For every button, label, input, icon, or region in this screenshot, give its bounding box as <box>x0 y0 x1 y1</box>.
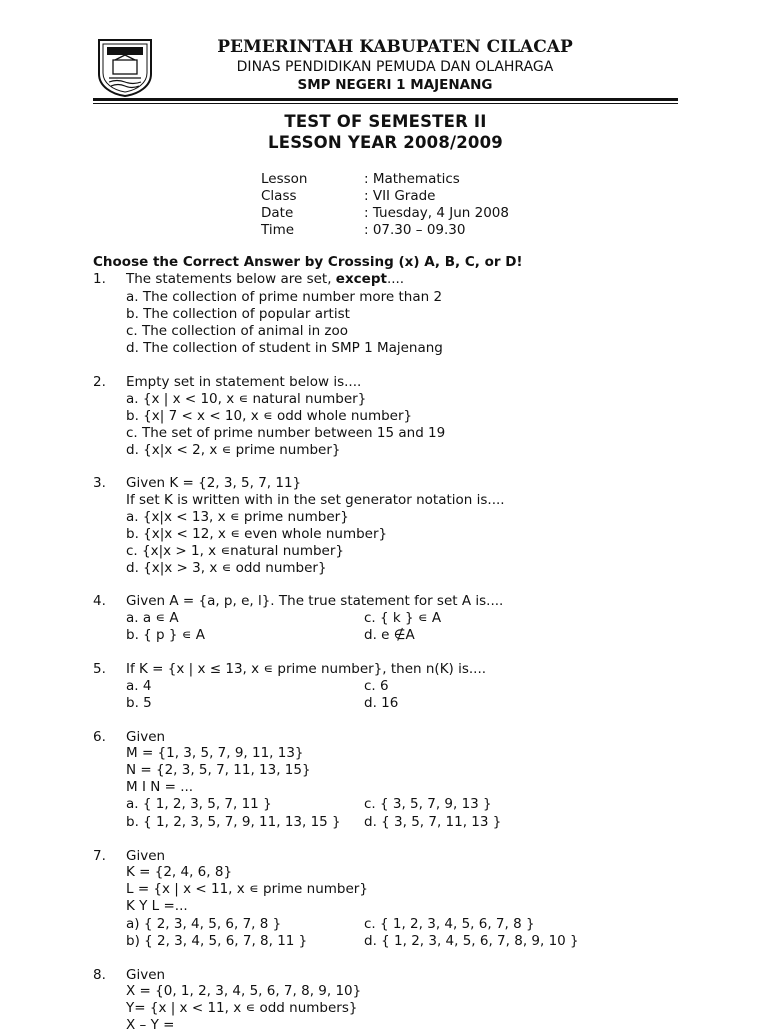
info-label: Lesson <box>261 171 308 187</box>
info-value: : Mathematics <box>364 171 460 187</box>
option-d: d. { 3, 5, 7, 11, 13 } <box>364 814 502 830</box>
option-b: b. The collection of popular artist <box>126 306 350 322</box>
info-label: Class <box>261 188 297 204</box>
stem-emphasis: except <box>335 271 387 287</box>
info-value: : 07.30 – 09.30 <box>364 222 466 238</box>
option-c: c. { k } ∊ A <box>364 610 442 626</box>
option-a: a) { 2, 3, 4, 5, 6, 7, 8 } <box>126 916 282 932</box>
letterhead-department: DINAS PENDIDIKAN PEMUDA DAN OLAHRAGA <box>236 59 554 75</box>
option-a: a. { 1, 2, 3, 5, 7, 11 } <box>126 796 272 812</box>
question-number: 6. <box>93 729 106 745</box>
instruction: Choose the Correct Answer by Crossing (x) A, B, C, or D! <box>93 254 523 270</box>
info-value: : VII Grade <box>364 188 436 204</box>
option-d: d. The collection of student in SMP 1 Majenang <box>126 340 443 356</box>
question-number: 3. <box>93 475 106 491</box>
exam-year: LESSON YEAR 2008/2009 <box>268 133 503 152</box>
option-a: a. {x | x < 10, x ∊ natural number} <box>126 391 367 407</box>
cilacap-emblem-icon <box>95 36 155 98</box>
option-d: d. 16 <box>364 695 399 711</box>
question-6-expression: M I N = ... <box>126 779 194 795</box>
option-a: a. {x|x < 13, x ∊ prime number} <box>126 509 349 525</box>
option-c: c. The collection of animal in zoo <box>126 323 349 339</box>
option-c: c. {x|x > 1, x ∊natural number} <box>126 543 344 559</box>
question-3-stem-line2: If set K is written with in the set generator notation is.... <box>126 492 505 508</box>
option-b: b. {x| 7 < x < 10, x ∊ odd whole number} <box>126 408 413 424</box>
question-8-set-x: X = {0, 1, 2, 3, 4, 5, 6, 7, 8, 9, 10} <box>126 983 362 999</box>
option-d: d. { 1, 2, 3, 4, 5, 6, 7, 8, 9, 10 } <box>364 933 579 949</box>
question-8-set-y: Y= {x | x < 11, x ∊ odd numbers} <box>126 1000 358 1016</box>
option-c: c. { 3, 5, 7, 9, 13 } <box>364 796 492 812</box>
question-2-stem: Empty set in statement below is.... <box>126 374 362 390</box>
question-6-set-m: M = {1, 3, 5, 7, 9, 11, 13} <box>126 745 304 761</box>
question-number: 1. <box>93 271 106 287</box>
option-c: c. { 1, 2, 3, 4, 5, 6, 7, 8 } <box>364 916 535 932</box>
option-b: b. {x|x < 12, x ∊ even whole number} <box>126 526 388 542</box>
option-a: a. 4 <box>126 678 152 694</box>
question-7-set-l: L = {x | x < 11, x ∊ prime number} <box>126 881 368 897</box>
option-c: c. The set of prime number between 15 and 19 <box>126 425 446 441</box>
info-label: Date <box>261 205 294 221</box>
question-number: 7. <box>93 848 106 864</box>
info-value: : Tuesday, 4 Jun 2008 <box>364 205 509 221</box>
question-1-stem <box>126 271 404 288</box>
question-8-stem: Given <box>126 967 166 983</box>
stem-text: The statements below are set, <box>126 271 336 287</box>
question-7-set-k: K = {2, 4, 6, 8} <box>126 864 233 880</box>
option-b: b) { 2, 3, 4, 5, 6, 7, 8, 11 } <box>126 933 308 949</box>
option-a: a. The collection of prime number more than 2 <box>126 289 443 305</box>
info-label: Time <box>261 222 295 238</box>
option-a: a. a ∊ A <box>126 610 179 626</box>
question-3-stem: Given K = {2, 3, 5, 7, 11} <box>126 475 302 491</box>
question-4-stem: Given A = {a, p, e, l}. The true statement for set A is.... <box>126 593 504 609</box>
option-b: b. 5 <box>126 695 152 711</box>
exam-title: TEST OF SEMESTER II <box>284 112 487 131</box>
question-6-stem: Given <box>126 729 166 745</box>
letterhead-rule-thin <box>93 103 678 104</box>
question-number: 8. <box>93 967 106 983</box>
option-b: b. { p } ∊ A <box>126 627 205 643</box>
question-number: 4. <box>93 593 106 609</box>
question-7-stem: Given <box>126 848 166 864</box>
option-b: b. { 1, 2, 3, 5, 7, 9, 11, 13, 15 } <box>126 814 341 830</box>
question-7-expression: K Y L =... <box>126 898 188 914</box>
option-d: d. {x|x > 3, x ∊ odd number} <box>126 560 327 576</box>
option-d: d. {x|x < 2, x ∊ prime number} <box>126 442 341 458</box>
question-6-set-n: N = {2, 3, 5, 7, 11, 13, 15} <box>126 762 311 778</box>
option-c: c. 6 <box>364 678 389 694</box>
stem-text-end: .... <box>386 271 405 287</box>
question-number: 2. <box>93 374 106 390</box>
question-5-stem: If K = {x | x ≤ 13, x ∊ prime number}, then n(K) is.... <box>126 661 487 677</box>
question-number: 5. <box>93 661 106 677</box>
letterhead-rule-thick <box>93 98 678 101</box>
option-d: d. e ∉A <box>364 627 415 643</box>
question-8-expression: X – Y = <box>126 1017 175 1033</box>
letterhead-government: PEMERINTAH KABUPATEN CILACAP <box>217 37 573 57</box>
letterhead-school: SMP NEGERI 1 MAJENANG <box>297 77 493 93</box>
